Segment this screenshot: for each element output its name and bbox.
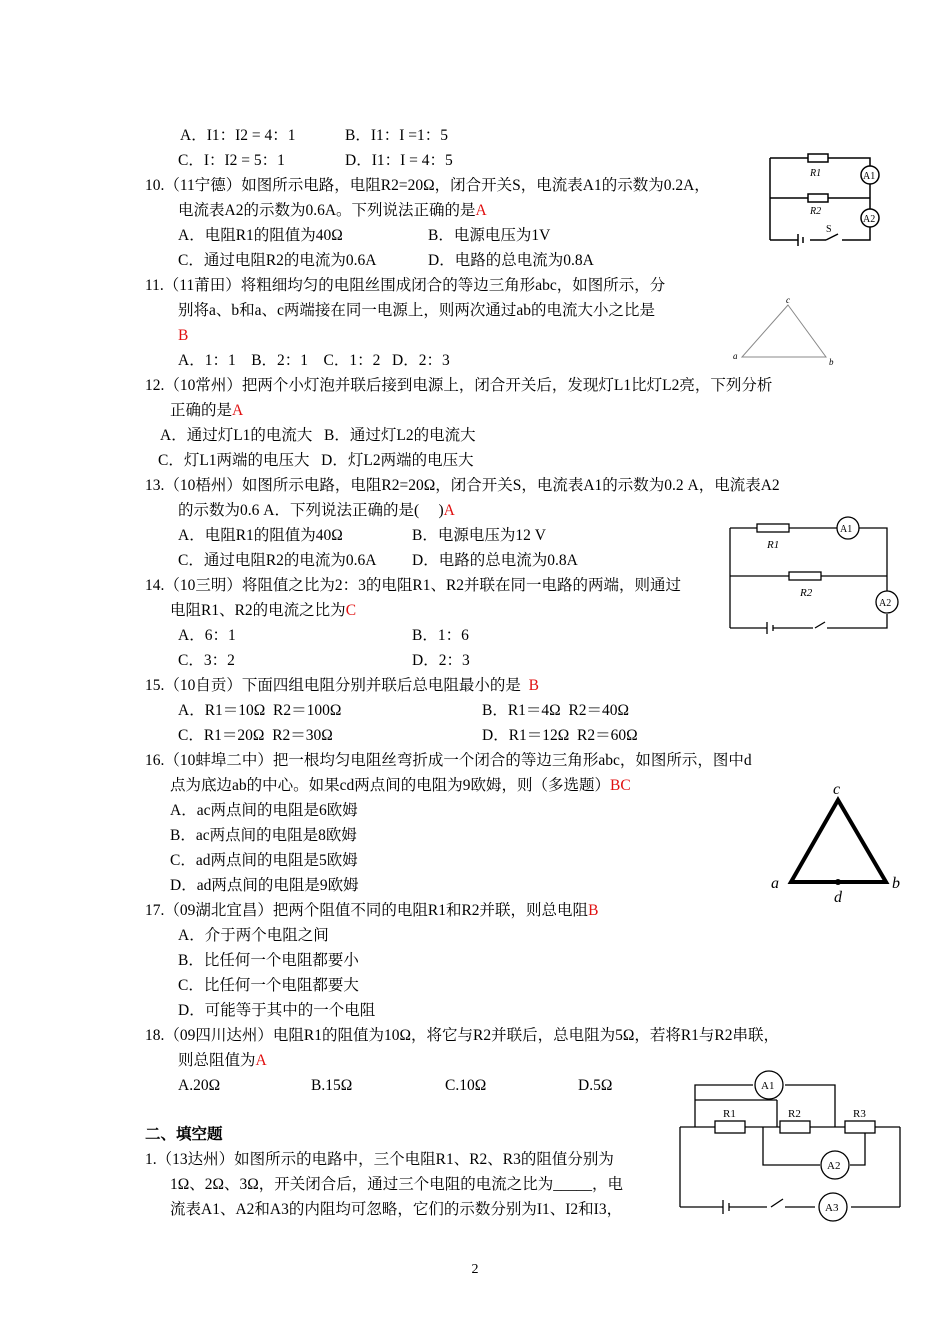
fill1-a2-label: A2 — [827, 1160, 841, 1172]
q15-option-a: A．R1＝10Ω R2＝100Ω — [178, 702, 342, 719]
q15-option-c: C．R1＝20Ω R2＝30Ω — [178, 727, 333, 744]
q14-stem: 14.（10三明）将阻值之比为2：3的电阻R1、R2并联在同一电路的两端，则通过 — [145, 577, 682, 594]
fill1-r1-label: R1 — [723, 1108, 736, 1120]
q13-option-d: D．电路的总电流为0.8A — [412, 552, 578, 569]
q10-stem-2: 电流表A2的示数为0.6A。下列说法正确的是A — [178, 202, 487, 219]
q11-a-label: a — [733, 351, 738, 361]
q9-option-a: A．I1：I2 = 4：1 — [180, 127, 296, 144]
q12-stem-2: 正确的是A — [170, 402, 244, 419]
q10-answer: A — [475, 202, 487, 219]
q11-options: A．1：1 B．2：1 C．1：2 D．2：3 — [178, 352, 450, 369]
q18-option-d: D.5Ω — [578, 1077, 613, 1094]
q18-option-b: B.15Ω — [311, 1077, 353, 1094]
fill1-stem-2: 1Ω、2Ω、3Ω，开关闭合后，通过三个电阻的电流之比为_____，电 — [170, 1176, 624, 1193]
q16-b-label: b — [892, 875, 900, 892]
q14-answer: C — [345, 602, 357, 619]
q10-option-c: C．通过电阻R2的电流为0.6A — [178, 252, 377, 269]
q16-option-b: B．ac两点间的电阻是8欧姆 — [170, 827, 357, 844]
q17-stem: 17.（09湖北宜昌）把两个阻值不同的电阻R1和R2并联，则总电阻B — [145, 902, 599, 919]
q10-circuit-diagram — [760, 150, 885, 250]
fill1-r3-label: R3 — [853, 1108, 866, 1120]
q10-option-b: B．电源电压为1V — [428, 227, 551, 244]
q18-answer: A — [255, 1052, 267, 1069]
q18-stem: 18.（09四川达州）电阻R1的阻值为10Ω，将它与R2并联后，总电阻为5Ω，若将R1与R2串联， — [145, 1027, 780, 1044]
q11-b-label: b — [829, 357, 834, 367]
q16-d-label: d — [834, 889, 842, 906]
q16-stem: 16.（10蚌埠二中）把一根均匀电阻丝弯折成一个闭合的等边三角形abc，如图所示，图中d — [145, 752, 752, 769]
q13-option-a: A．电阻R1的阻值为40Ω — [178, 527, 343, 544]
q15-stem: 15.（10自贡）下面四组电阻分别并联后总电阻最小的是 B — [145, 677, 539, 694]
q12-options-cd: C．灯L1两端的电压大 D．灯L2两端的电压大 — [158, 452, 474, 469]
fill1-circuit-diagram — [675, 1065, 915, 1225]
q16-triangle-diagram — [768, 778, 908, 906]
q14-option-c: C．3：2 — [178, 652, 235, 669]
fill1-r2-label: R2 — [788, 1108, 801, 1120]
q13-option-c: C．通过电阻R2的电流为0.6A — [178, 552, 377, 569]
q18-option-a: A.20Ω — [178, 1077, 221, 1094]
q10-r2-label: R2 — [810, 206, 822, 217]
q13-stem-2: 的示数为0.6 A．下列说法正确的是( )A — [178, 502, 455, 519]
q10-switch-label: S — [826, 224, 832, 235]
q16-answer: BC — [610, 777, 631, 794]
q9-option-c: C．I：I2 = 5：1 — [178, 152, 285, 169]
q13-answer: A — [443, 502, 455, 519]
q10-a2-label: A2 — [863, 214, 876, 225]
q10-a1-label: A1 — [863, 171, 876, 182]
q16-stem-2: 点为底边ab的中心。如果cd两点间的电阻为9欧姆，则（多选题）BC — [170, 777, 631, 794]
q13-r2-label: R2 — [800, 587, 813, 599]
q17-option-a: A．介于两个电阻之间 — [178, 927, 329, 944]
q11-triangle-diagram — [730, 295, 840, 370]
q14-option-d: D．2：3 — [412, 652, 470, 669]
section-title-fill-in: 二、填空题 — [145, 1126, 223, 1143]
fill1-stem-3: 流表A1、A2和A3的内阻均可忽略，它们的示数分别为I1、I2和I3， — [170, 1201, 623, 1218]
q12-options-ab: A．通过灯L1的电流大 B．通过灯L2的电流大 — [160, 427, 476, 444]
q16-option-d: D．ad两点间的电阻是9欧姆 — [170, 877, 359, 894]
q10-option-a: A．电阻R1的阻值为40Ω — [178, 227, 343, 244]
q17-option-b: B．比任何一个电阻都要小 — [178, 952, 359, 969]
q13-circuit-diagram — [725, 512, 905, 640]
q13-option-b: B．电源电压为12 V — [412, 527, 546, 544]
q17-option-d: D．可能等于其中的一个电阻 — [178, 1002, 376, 1019]
q18-option-c: C.10Ω — [445, 1077, 487, 1094]
q14-stem-2: 电阻R1、R2的电流之比为C — [170, 602, 357, 619]
q15-answer: B — [528, 677, 539, 694]
q12-stem: 12.（10常州）把两个小灯泡并联后接到电源上，闭合开关后，发现灯L1比灯L2亮，下列分析 — [145, 377, 773, 394]
fill1-stem: 1.（13达州）如图所示的电路中，三个电阻R1、R2、R3的阻值分别为 — [145, 1151, 614, 1168]
q13-r1-label: R1 — [767, 539, 780, 551]
q13-stem: 13.（10梧州）如图所示电路，电阻R2=20Ω，闭合开关S，电流表A1的示数为0.2 A，电流表A2 — [145, 477, 780, 494]
q11-c-label: c — [786, 295, 790, 305]
q11-stem: 11.（11莆田）将粗细均匀的电阻丝围成闭合的等边三角形abc，如图所示，分 — [145, 277, 666, 294]
q11-answer: B — [178, 327, 189, 344]
q17-answer: B — [588, 902, 599, 919]
q11-stem-2: 别将a、b和a、c两端接在同一电源上，则两次通过ab的电流大小之比是 — [178, 302, 656, 319]
q17-option-c: C．比任何一个电阻都要大 — [178, 977, 359, 994]
fill1-a1-label: A1 — [761, 1080, 775, 1092]
q16-a-label: a — [771, 875, 779, 892]
q12-answer: A — [232, 402, 244, 419]
fill1-a3-label: A3 — [825, 1202, 839, 1214]
q10-stem: 10.（11宁德）如图所示电路，电阻R2=20Ω，闭合开关S，电流表A1的示数为0.2A， — [145, 177, 710, 194]
q13-a1-label: A1 — [840, 524, 853, 535]
q18-stem-2: 则总阻值为A — [178, 1052, 267, 1069]
q13-a2-label: A2 — [879, 598, 892, 609]
q10-r1-label: R1 — [810, 168, 822, 179]
q9-option-b: B．I1：I =1：5 — [345, 127, 449, 144]
q15-option-d: D．R1＝12Ω R2＝60Ω — [482, 727, 638, 744]
q16-c-label: c — [833, 781, 841, 798]
q10-option-d: D．电路的总电流为0.8A — [428, 252, 594, 269]
q14-option-a: A．6：1 — [178, 627, 236, 644]
q14-option-b: B．1：6 — [412, 627, 469, 644]
q16-option-a: A．ac两点间的电阻是6欧姆 — [170, 802, 358, 819]
q16-option-c: C．ad两点间的电阻是5欧姆 — [170, 852, 358, 869]
page-number: 2 — [471, 1262, 479, 1277]
q9-option-d: D．I1：I = 4：5 — [345, 152, 453, 169]
q15-option-b: B．R1＝4Ω R2＝40Ω — [482, 702, 630, 719]
